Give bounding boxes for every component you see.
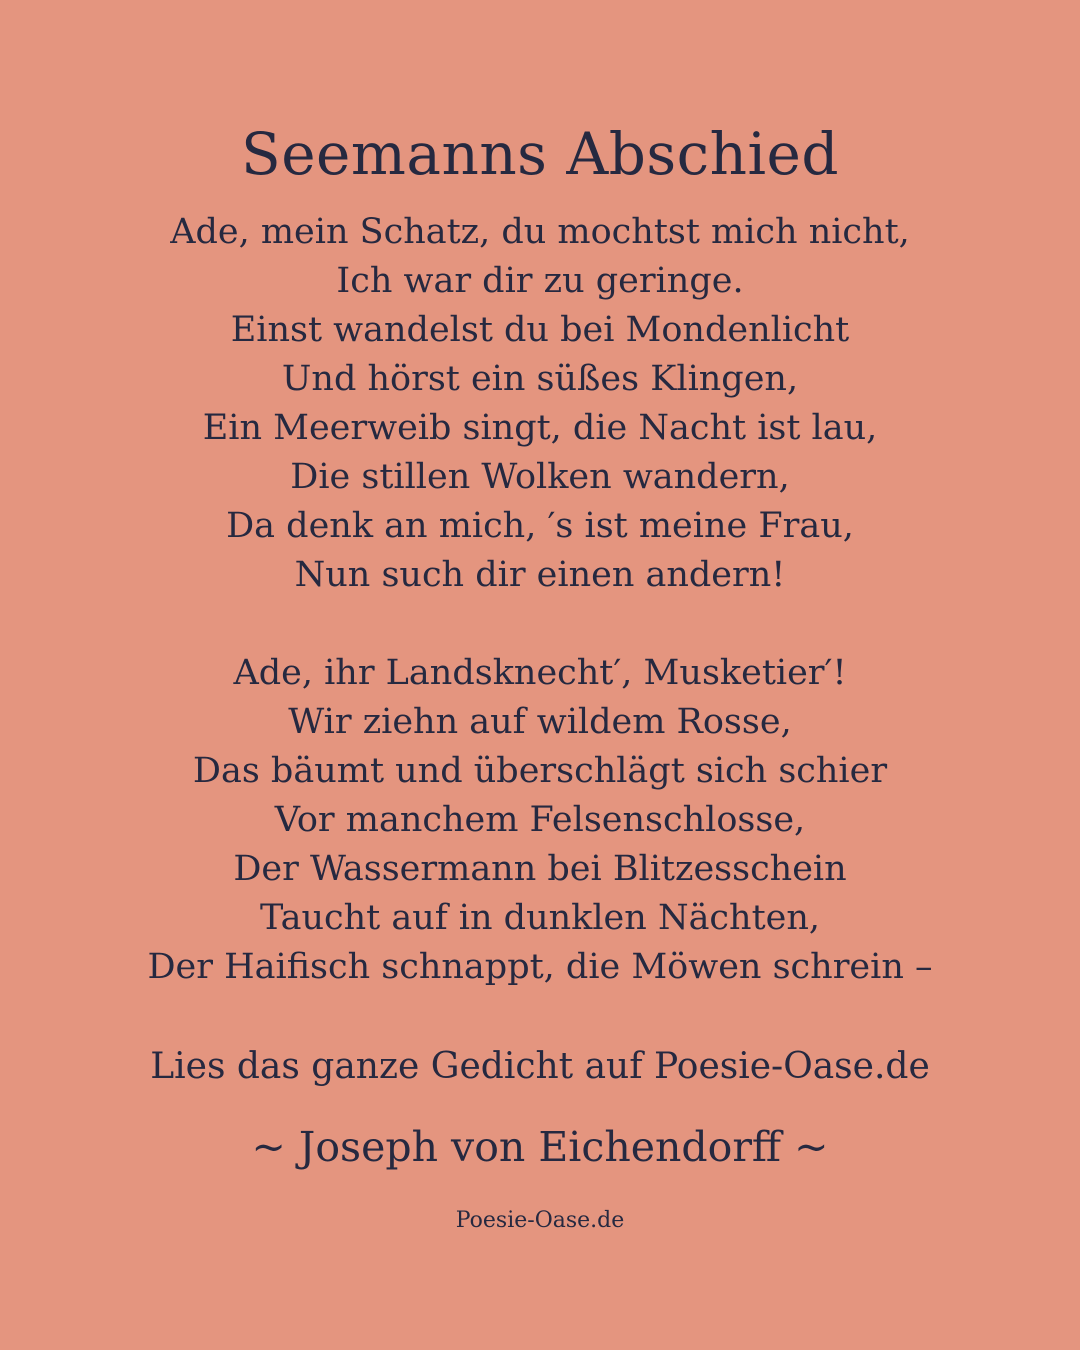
- poem-line: Die stillen Wolken wandern,: [290, 457, 790, 497]
- read-full-poem-text: Lies das ganze Gedicht auf Poesie-Oase.de: [150, 1046, 930, 1087]
- poem-line: Ade, mein Schatz, du mochtst mich nicht,: [170, 212, 910, 252]
- stanza-2: [0, 649, 1080, 992]
- poem-line: Nun such dir einen andern!: [294, 555, 786, 595]
- poem-author: ~ Joseph von Eichendorff ~: [251, 1123, 829, 1171]
- poem-line: Und hörst ein süßes Klingen,: [281, 359, 799, 399]
- poem-line: Der Haifisch schnappt, die Möwen schrein –: [147, 947, 933, 987]
- poem-line: Ade, ihr Landsknecht′, Musketier′!: [233, 653, 847, 693]
- brand-footer: Poesie-Oase.de: [455, 1208, 625, 1233]
- poem-line: Ich war dir zu geringe.: [336, 261, 744, 301]
- poem-line: Einst wandelst du bei Mondenlicht: [230, 310, 850, 350]
- poem-line: Vor manchem Felsenschlosse,: [274, 800, 806, 840]
- poem-line: Da denk an mich, ′s ist meine Frau,: [226, 506, 854, 546]
- poem-line: Ein Meerweib singt, die Nacht ist lau,: [202, 408, 878, 448]
- poem-line: Taucht auf in dunklen Nächten,: [259, 898, 821, 938]
- poem-line: Das bäumt und überschlägt sich schier: [192, 751, 888, 791]
- stanza-1: [0, 208, 1080, 600]
- poem-line: Wir ziehn auf wildem Rosse,: [288, 702, 792, 742]
- poem-line: Der Wassermann bei Blitzesschein: [233, 849, 847, 889]
- poem-title: Seemanns Abschied: [241, 120, 839, 188]
